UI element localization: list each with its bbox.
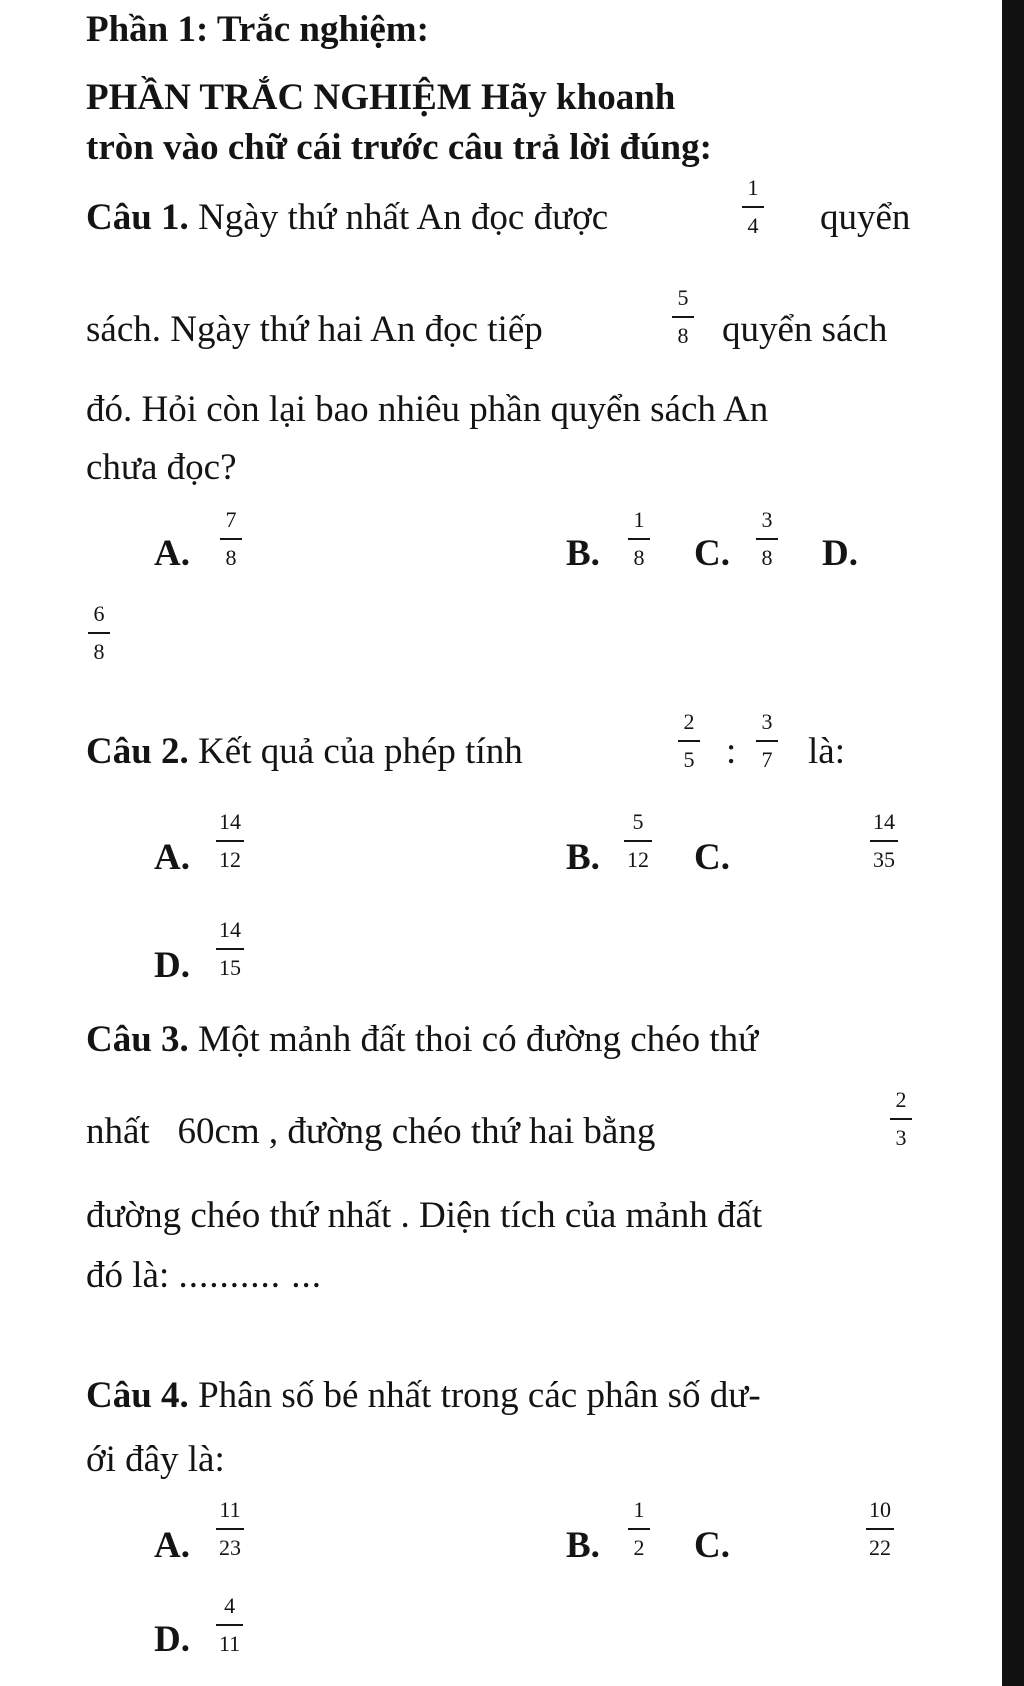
- q4-option-c-fraction: [866, 1498, 894, 1560]
- q1-fraction-2: [672, 286, 694, 348]
- q2-operator: :: [726, 731, 737, 772]
- answer-blank[interactable]: .......... ...: [178, 1255, 322, 1296]
- fraction-bar: [88, 632, 110, 634]
- q1-text-2b: quyển sách: [722, 309, 888, 350]
- fraction-num: 2: [895, 1087, 907, 1112]
- fraction-bar: [216, 1528, 244, 1530]
- fraction-bar: [628, 538, 650, 540]
- photo-edge: [1002, 0, 1024, 1686]
- q4-label: Câu 4.: [86, 1375, 189, 1416]
- fraction-den: 5: [683, 747, 695, 772]
- q1-f1-num: 1: [747, 175, 759, 200]
- fraction-den: 22: [869, 1535, 891, 1560]
- q2-option-b[interactable]: B.: [566, 837, 600, 878]
- q4-option-c[interactable]: C.: [694, 1525, 730, 1566]
- q4-option-d[interactable]: D.: [154, 1619, 190, 1660]
- q1-text-1b: quyển: [820, 197, 911, 238]
- q4-option-d-fraction: [216, 1594, 243, 1656]
- fraction-num: 1: [633, 1497, 645, 1522]
- q3-line-1: [86, 1018, 758, 1062]
- fraction-den: 3: [895, 1125, 907, 1150]
- q1-option-c-fraction: [756, 508, 778, 570]
- fraction-num: 7: [225, 507, 237, 532]
- q3-text-2: nhất 60cm , đường chéo thứ hai bằng: [86, 1111, 656, 1152]
- fraction-bar: [216, 948, 244, 950]
- q2-option-a-fraction: [216, 810, 244, 872]
- fraction-bar: [216, 840, 244, 842]
- fraction-num: 2: [683, 709, 695, 734]
- instruction-line-2: tròn vào chữ cái trước câu trả lời đúng:: [86, 127, 712, 168]
- q2-option-b-fraction: [624, 810, 652, 872]
- q1-option-d[interactable]: D.: [822, 533, 858, 574]
- q2-label: Câu 2.: [86, 731, 189, 772]
- fraction-den: 12: [627, 847, 649, 872]
- q1-line-1: [86, 196, 608, 240]
- q1-f2-num: 5: [677, 285, 689, 310]
- q2-option-a[interactable]: A.: [154, 837, 190, 878]
- q1-option-a[interactable]: A.: [154, 533, 190, 574]
- q3-label: Câu 3.: [86, 1019, 189, 1060]
- fraction-den: 11: [219, 1631, 241, 1656]
- q1-label: Câu 1.: [86, 197, 189, 238]
- q3-line-4: [86, 1254, 322, 1298]
- q2-tail: là:: [808, 731, 845, 772]
- q2-text: Kết quả của phép tính: [198, 731, 523, 772]
- q2-option-d[interactable]: D.: [154, 945, 190, 986]
- fraction-bar: [756, 740, 778, 742]
- q4-option-b[interactable]: B.: [566, 1525, 600, 1566]
- fraction-num: 11: [219, 1497, 241, 1522]
- q3-fraction: [890, 1088, 912, 1150]
- fraction-bar: [624, 840, 652, 842]
- fraction-den: 8: [93, 639, 105, 664]
- fraction-den: 12: [219, 847, 241, 872]
- q1-text-2: sách. Ngày thứ hai An đọc tiếp: [86, 309, 543, 350]
- q4-text-1: Phân số bé nhất trong các phân số dư-: [198, 1375, 761, 1416]
- fraction-bar: [870, 840, 898, 842]
- q1-text-4: chưa đọc?: [86, 447, 237, 488]
- fraction-num: 14: [219, 917, 241, 942]
- q3-text-1: Một mảnh đất thoi có đường chéo thứ: [198, 1019, 759, 1060]
- fraction-num: 3: [761, 709, 773, 734]
- fraction-bar: [890, 1118, 912, 1120]
- q2-option-c-fraction: [870, 810, 898, 872]
- q1-option-b[interactable]: B.: [566, 533, 600, 574]
- fraction-num: 14: [219, 809, 241, 834]
- q1-f2-den: 8: [677, 323, 689, 348]
- fraction-bar: [220, 538, 242, 540]
- q1-option-c[interactable]: C.: [694, 533, 730, 574]
- q1-text-3: đó. Hỏi còn lại bao nhiêu phần quyển sách An: [86, 389, 769, 430]
- instruction-line-1: PHẦN TRẮC NGHIỆM Hãy khoanh: [86, 77, 676, 118]
- fraction-den: 7: [761, 747, 773, 772]
- fraction-num: 6: [93, 601, 105, 626]
- fraction-den: 23: [219, 1535, 241, 1560]
- fraction-bar: [742, 206, 764, 208]
- q4-option-a[interactable]: A.: [154, 1525, 190, 1566]
- fraction-num: 1: [633, 507, 645, 532]
- q2-option-d-fraction: [216, 918, 244, 980]
- q3-text-3: đường chéo thứ nhất . Diện tích của mảnh đất: [86, 1195, 763, 1236]
- q3-text-4: đó là:: [86, 1255, 170, 1296]
- q1-option-b-fraction: [628, 508, 650, 570]
- q1-fraction-1: [742, 176, 764, 238]
- q2-fraction-1: [678, 710, 700, 772]
- q1-text-1: Ngày thứ nhất An đọc được: [198, 197, 609, 238]
- q2-option-c[interactable]: C.: [694, 837, 730, 878]
- q2-line: [86, 730, 523, 774]
- q4-option-b-fraction: [628, 1498, 650, 1560]
- fraction-num: 4: [224, 1593, 236, 1618]
- q1-option-a-fraction: [220, 508, 242, 570]
- fraction-den: 8: [633, 545, 645, 570]
- section-title: Phần 1: Trắc nghiệm:: [86, 9, 429, 50]
- q1-option-d-fraction: [88, 602, 110, 664]
- fraction-num: 14: [873, 809, 895, 834]
- fraction-den: 8: [761, 545, 773, 570]
- fraction-num: 5: [632, 809, 644, 834]
- fraction-bar: [672, 316, 694, 318]
- fraction-den: 35: [873, 847, 895, 872]
- fraction-num: 10: [869, 1497, 891, 1522]
- q4-line-1: [86, 1374, 761, 1418]
- q2-fraction-2: [756, 710, 778, 772]
- fraction-bar: [628, 1528, 650, 1530]
- q4-text-2: ới đây là:: [86, 1439, 225, 1480]
- fraction-num: 3: [761, 507, 773, 532]
- fraction-bar: [678, 740, 700, 742]
- fraction-bar: [756, 538, 778, 540]
- fraction-den: 15: [219, 955, 241, 980]
- fraction-bar: [866, 1528, 894, 1530]
- fraction-den: 2: [633, 1535, 645, 1560]
- q4-option-a-fraction: [216, 1498, 244, 1560]
- q1-f1-den: 4: [747, 213, 759, 238]
- fraction-den: 8: [225, 545, 237, 570]
- fraction-bar: [216, 1624, 243, 1626]
